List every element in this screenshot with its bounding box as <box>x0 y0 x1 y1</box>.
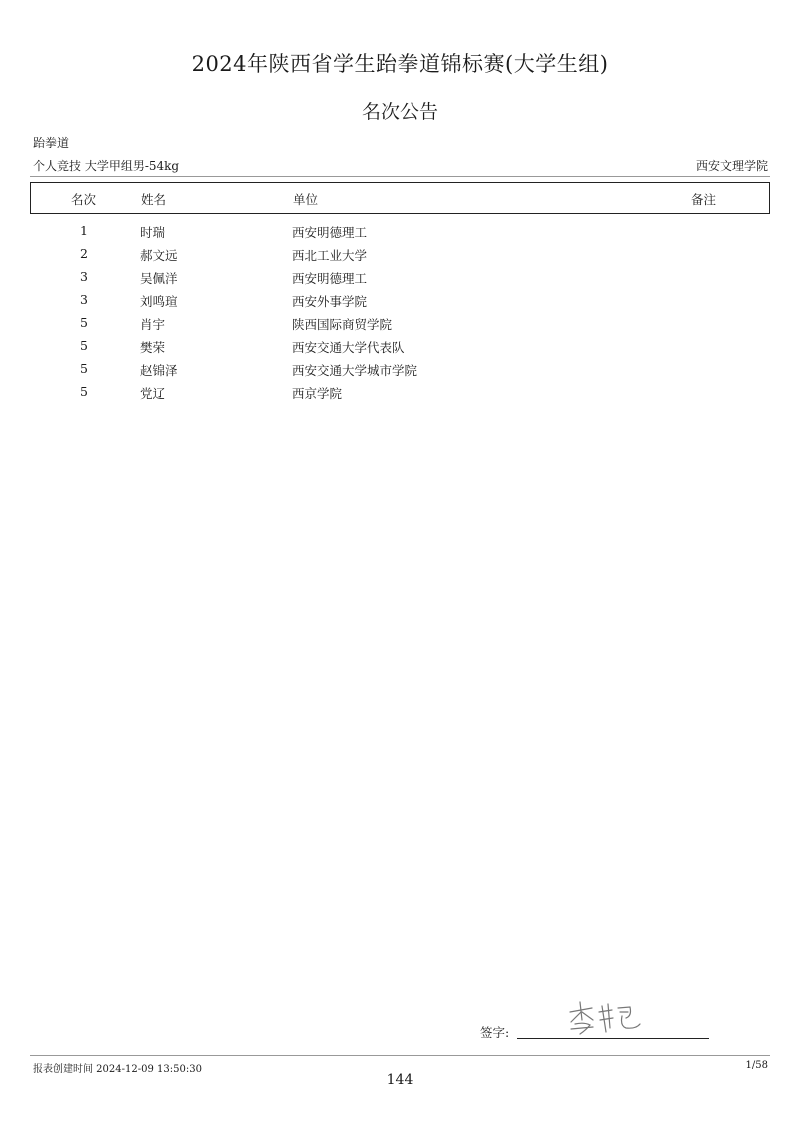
unit-cell: 西北工业大学 <box>292 248 368 263</box>
table-row <box>30 220 770 243</box>
rank-cell: 5 <box>80 315 88 330</box>
created-timestamp: 报表创建时间 2024-12-09 13:50:30 <box>33 1064 202 1075</box>
page-indicator: 1/58 <box>745 1060 768 1071</box>
unit-cell: 陕西国际商贸学院 <box>292 317 393 332</box>
name-cell: 樊荣 <box>140 340 166 355</box>
event-label: 个人竞技 大学甲组男-54kg <box>33 159 180 173</box>
rank-cell: 2 <box>80 246 88 261</box>
table-header <box>30 182 770 214</box>
handwritten-signature <box>566 998 646 1038</box>
unit-cell: 西安交通大学城市学院 <box>292 363 418 378</box>
rank-cell: 5 <box>80 361 88 376</box>
table-row <box>30 266 770 289</box>
name-cell: 刘鸣瑄 <box>140 294 178 309</box>
host-label: 西安文理学院 <box>695 159 768 173</box>
unit-cell: 西安外事学院 <box>292 294 368 309</box>
signature-line <box>517 1038 709 1039</box>
document-subtitle: 名次公告 <box>361 101 438 123</box>
unit-cell: 西安明德理工 <box>292 225 368 240</box>
table-row <box>30 335 770 358</box>
top-divider <box>30 176 770 177</box>
rank-cell: 5 <box>80 338 88 353</box>
header-rank: 名次 <box>71 192 97 207</box>
header-unit: 单位 <box>293 192 319 207</box>
unit-cell: 西安交通大学代表队 <box>292 340 405 355</box>
results-table-body <box>30 220 770 404</box>
rank-cell: 1 <box>80 223 88 238</box>
table-row <box>30 381 770 404</box>
name-cell: 郝文远 <box>140 248 178 263</box>
header-note: 备注 <box>691 192 717 207</box>
unit-cell: 西京学院 <box>292 386 343 401</box>
table-row <box>30 289 770 312</box>
sport-label: 跆拳道 <box>33 136 70 150</box>
signature-label: 签字: <box>480 1025 510 1040</box>
unit-cell: 西安明德理工 <box>292 271 368 286</box>
rank-cell: 3 <box>80 269 88 284</box>
document-title: 2024年陕西省学生跆拳道锦标赛(大学生组) <box>191 52 609 76</box>
name-cell: 吴佩洋 <box>140 271 178 286</box>
rank-cell: 3 <box>80 292 88 307</box>
table-row <box>30 358 770 381</box>
header-name: 姓名 <box>141 192 167 207</box>
table-row <box>30 312 770 335</box>
page-number: 144 <box>386 1072 414 1088</box>
bottom-divider <box>30 1055 770 1056</box>
rank-cell: 5 <box>80 384 88 399</box>
table-row <box>30 243 770 266</box>
name-cell: 肖宇 <box>140 317 166 332</box>
name-cell: 赵锦泽 <box>140 363 178 378</box>
name-cell: 时瑞 <box>140 225 166 240</box>
name-cell: 党辽 <box>140 386 166 401</box>
